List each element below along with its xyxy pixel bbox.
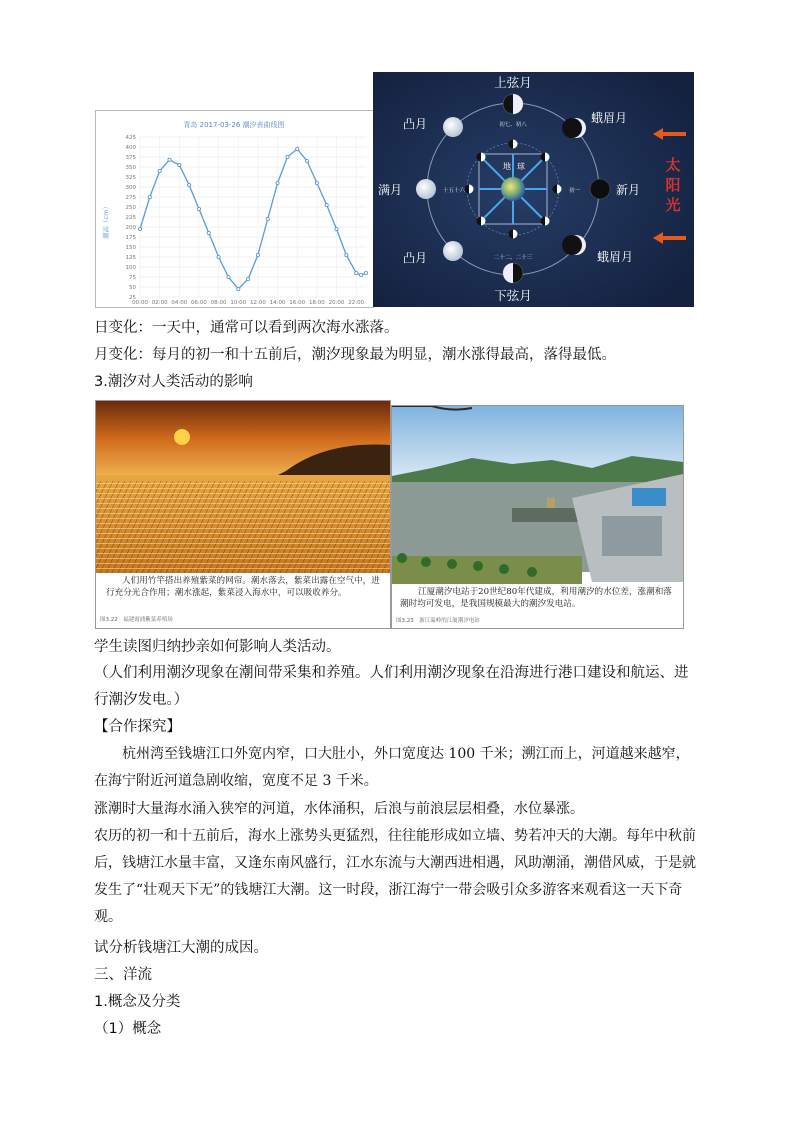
label-gibbous-top: 凸月 <box>403 117 428 131</box>
subsection-heading: 1.概念及分类 <box>94 994 181 1010</box>
daily-change-text: 日变化：一天中，通常可以看到两次海水涨落。 <box>94 320 399 336</box>
tide-data-point <box>138 227 141 230</box>
paragraph-2: 涨潮时大量海水涌入狭窄的河道，水体涌积，后浪与前浪层层相叠，水位暴涨。 <box>94 801 584 817</box>
x-tick-label: 02:00 <box>151 300 168 306</box>
last-quarter-moon-icon <box>503 263 523 283</box>
y-tick-label: 150 <box>125 245 136 251</box>
x-tick-label: 20:00 <box>328 300 345 306</box>
y-tick-label: 125 <box>125 255 136 261</box>
crescent-moon-top-icon <box>562 118 586 138</box>
tide-data-point <box>217 255 220 258</box>
y-tick-label: 325 <box>125 175 136 181</box>
chart-series <box>138 147 367 290</box>
svg-text:太: 太 <box>665 156 681 174</box>
tide-data-point <box>256 253 259 256</box>
coop-heading: 【合作探究】 <box>94 719 181 735</box>
y-tick-label: 350 <box>125 165 136 171</box>
section-3-heading: 3.潮汐对人类活动的影响 <box>94 374 253 390</box>
x-tick-label: 04:00 <box>171 300 188 306</box>
tide-data-point <box>276 181 279 184</box>
photo-laver-farm <box>95 400 391 629</box>
tide-data-point <box>246 277 249 280</box>
tide-data-point <box>325 203 328 206</box>
y-tick-label: 225 <box>125 215 136 221</box>
x-tick-label: 12:00 <box>249 300 266 306</box>
label-gibbous-bottom: 凸月 <box>403 251 428 265</box>
full-moon-icon <box>416 179 436 199</box>
moon-phase-diagram <box>373 72 694 307</box>
label-full-moon: 满月 <box>378 183 403 197</box>
section-heading-ocean-currents: 三、洋流 <box>94 967 152 983</box>
tide-data-point <box>168 158 171 161</box>
svg-text:光: 光 <box>665 196 681 214</box>
laver-farm-image <box>96 401 390 573</box>
tide-data-point <box>197 207 200 210</box>
tide-data-point <box>296 147 299 150</box>
y-tick-label: 275 <box>125 195 136 201</box>
student-task-text: 学生读图归纳抄亲如何影响人类活动。 <box>94 639 341 655</box>
y-tick-label: 200 <box>125 225 136 231</box>
tide-data-point <box>148 195 151 198</box>
tide-data-point <box>178 163 181 166</box>
tide-data-point <box>315 181 318 184</box>
label-crescent-top: 蛾眉月 <box>591 111 628 125</box>
paragraph-1: 杭州湾至钱塘江口外宽内窄，口大肚小，外口宽度达 100 千米；溯江而上，河道越来越窄，在海宁附近河道急剧收缩，宽度不足 3 千米。 <box>94 746 690 789</box>
chart-y-ticks <box>126 135 137 301</box>
tide-chart-svg <box>96 111 373 307</box>
chart-ylabel: 潮高（cm） <box>102 203 110 239</box>
answer-text: （人们利用潮汐现象在潮间带采集和养殖。人们利用潮汐现象在沿海进行港口建设和航运、进行潮汐发电。） <box>94 665 689 708</box>
y-tick-label: 100 <box>125 265 136 271</box>
label-new-moon: 新月 <box>616 183 641 197</box>
question-text: 试分析钱塘江大潮的成因。 <box>94 940 268 956</box>
sunlight-label <box>665 156 680 214</box>
photo-tidal-power-station <box>391 405 684 629</box>
y-tick-label: 250 <box>125 205 136 211</box>
subsubsection-heading: （1）概念 <box>94 1021 162 1037</box>
y-tick-label: 50 <box>129 285 136 291</box>
label-first-quarter: 上弦月 <box>494 75 532 90</box>
tidal-station-image <box>392 406 683 584</box>
y-tick-label: 375 <box>125 155 136 161</box>
laver-farm-fig-label: 图3.22 福建霞浦紫菜养殖场 <box>100 617 173 623</box>
paragraph-3: 农历的初一和十五前后，海水上涨势头更猛烈，往往能形成如立墙、势若冲天的大潮。每年中秋前后，钱塘江水量丰富，又逢东南风盛行，江水东流与大潮西进相遇，风助潮涌，潮借风威，于是就发生了“壮观天下无”的钱塘江大潮。这一时段，浙江海宁一带会吸引众多游客来观看这一天下奇观。 <box>94 828 696 925</box>
earth-label-2: 球 <box>517 162 525 171</box>
tide-data-point <box>207 231 210 234</box>
x-tick-label: 00:00 <box>132 300 148 306</box>
earth-label-1: 地 <box>503 162 511 171</box>
laver-farm-caption: 人们用竹竿搭出养殖紫菜的网帘。潮水落去，紫菜出露在空气中，进行充分光合作用；潮水涨起，紫菜浸入海水中，可以吸收养分。 <box>106 576 380 598</box>
y-tick-label: 175 <box>125 235 136 241</box>
monthly-change-text: 月变化：每月的初一和十五前后，潮汐现象最为明显，潮水涨得最高，落得最低。 <box>94 347 616 363</box>
earth-icon <box>501 177 525 201</box>
first-quarter-moon-icon <box>503 94 523 114</box>
tide-data-point <box>266 217 269 220</box>
chart-x-ticks <box>132 300 365 306</box>
tide-data-point <box>335 227 338 230</box>
x-tick-label: 06:00 <box>191 300 207 306</box>
new-moon-icon <box>590 179 610 199</box>
tidal-station-fig-label: 图3.23 浙江温岭的江厦潮汐电站 <box>396 618 480 624</box>
y-tick-label: 400 <box>125 145 136 151</box>
gibbous-moon-top-icon <box>443 117 463 137</box>
x-tick-label: 22:00 <box>348 300 365 306</box>
x-tick-label: 14:00 <box>269 300 286 306</box>
x-tick-label: 18:00 <box>308 300 325 306</box>
tide-data-point <box>359 273 362 276</box>
moon-phase-svg <box>373 72 694 307</box>
x-tick-label: 08:00 <box>210 300 227 306</box>
date-first-quarter: 初七、初八 <box>499 122 527 128</box>
tide-data-point <box>355 271 358 274</box>
svg-text:阳: 阳 <box>665 176 681 194</box>
tide-data-point <box>237 287 240 290</box>
tide-data-point <box>188 183 191 186</box>
tide-data-point <box>227 275 230 278</box>
date-full-moon: 十五十六 <box>443 188 466 194</box>
y-tick-label: 75 <box>129 275 136 281</box>
y-tick-label: 25 <box>129 295 136 301</box>
tide-data-point <box>364 271 367 274</box>
tide-chart <box>95 110 374 308</box>
gibbous-moon-bottom-icon <box>443 241 463 261</box>
tidal-station-caption: 江厦潮汐电站于20世纪80年代建成，利用潮汐的水位差，涨潮和落潮时均可发电，是我国规模最大的潮汐发电站。 <box>400 587 672 609</box>
date-new-moon: 初一 <box>569 188 581 194</box>
tide-data-point <box>286 155 289 158</box>
crescent-moon-bottom-icon <box>562 235 586 255</box>
date-last-quarter: 二十二、二十三 <box>493 255 533 261</box>
tide-data-point <box>345 253 348 256</box>
y-tick-label: 300 <box>125 185 136 191</box>
y-tick-label: 425 <box>125 135 136 141</box>
label-crescent-bottom: 蛾眉月 <box>597 250 634 264</box>
tide-data-point <box>158 169 161 172</box>
x-tick-label: 16:00 <box>289 300 306 306</box>
tide-data-point <box>305 159 308 162</box>
tide-series-line <box>140 149 366 289</box>
chart-title: 青岛 2017-03-26 潮汐表曲线图 <box>183 121 285 129</box>
x-tick-label: 10:00 <box>230 300 247 306</box>
label-last-quarter: 下弦月 <box>494 288 532 303</box>
